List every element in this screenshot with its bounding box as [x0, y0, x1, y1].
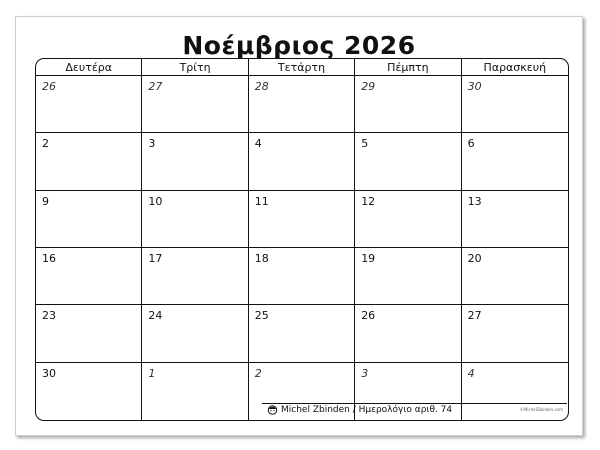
day-number: 30	[467, 80, 482, 93]
day-cell	[36, 191, 142, 248]
website-credit: ©MichelZbinden.com	[519, 407, 563, 412]
day-number: 11	[254, 194, 269, 208]
day-number: 17	[148, 251, 163, 265]
day-cell	[249, 191, 355, 248]
day-cell	[462, 248, 568, 305]
day-cell	[249, 133, 355, 190]
day-cell	[355, 191, 461, 248]
day-number: 18	[254, 251, 269, 265]
day-cell	[249, 248, 355, 305]
day-number: 2	[42, 137, 49, 151]
day-number: 26	[361, 309, 376, 323]
day-number: 27	[467, 309, 482, 323]
day-cell	[355, 76, 461, 133]
day-cell	[36, 305, 142, 362]
day-number: 2	[254, 366, 262, 380]
footer	[262, 403, 567, 420]
day-cell	[142, 363, 248, 420]
day-cell	[249, 305, 355, 362]
day-number: 12	[361, 194, 376, 208]
day-cell	[36, 363, 142, 420]
day-number: 25	[254, 309, 269, 323]
day-cell	[355, 133, 461, 190]
day-cell	[36, 76, 142, 133]
weekday-header: Τετάρτη	[249, 59, 355, 76]
day-number: 3	[361, 366, 369, 380]
day-cell	[36, 248, 142, 305]
day-cell	[462, 305, 568, 362]
day-cell	[462, 76, 568, 133]
weekday-header: Παρασκευή	[462, 59, 568, 76]
day-cell	[355, 248, 461, 305]
day-number: 13	[467, 194, 482, 208]
day-number: 5	[361, 137, 369, 151]
day-cell	[249, 76, 355, 133]
weekday-header: Πέμπτη	[355, 59, 461, 76]
footer-text: Michel Zbinden / Ημερολόγιο αριθ. 74	[281, 405, 453, 415]
day-number: 20	[467, 251, 482, 265]
day-number: 29	[361, 80, 376, 93]
day-number: 28	[254, 80, 269, 93]
day-cell	[142, 305, 248, 362]
day-cell	[142, 76, 248, 133]
day-cell	[462, 191, 568, 248]
weekday-header: Δευτέρα	[36, 59, 142, 76]
day-number: 10	[148, 194, 163, 208]
day-cell	[142, 248, 248, 305]
day-number: 23	[42, 309, 56, 323]
day-cell	[142, 191, 248, 248]
calendar-title: Νοέμβριος 2026	[182, 31, 416, 60]
day-number: 30	[42, 366, 56, 380]
day-number: 26	[42, 80, 56, 93]
day-number: 19	[361, 251, 376, 265]
day-number: 4	[467, 366, 475, 380]
day-cell	[355, 305, 461, 362]
calendar-grid	[35, 58, 569, 421]
day-number: 6	[467, 137, 475, 151]
day-number: 27	[148, 80, 163, 93]
calendar-sheet	[15, 16, 583, 436]
day-number: 1	[148, 366, 156, 380]
day-number: 3	[148, 137, 156, 151]
weekday-header: Τρίτη	[142, 59, 248, 76]
footer-credit-line	[267, 405, 452, 415]
face-logo-icon	[267, 405, 278, 415]
day-number: 16	[42, 251, 56, 265]
day-number: 4	[254, 137, 262, 151]
day-number: 9	[42, 194, 49, 208]
day-cell	[462, 133, 568, 190]
day-cell	[142, 133, 248, 190]
day-cell	[36, 133, 142, 190]
day-number: 24	[148, 309, 163, 323]
